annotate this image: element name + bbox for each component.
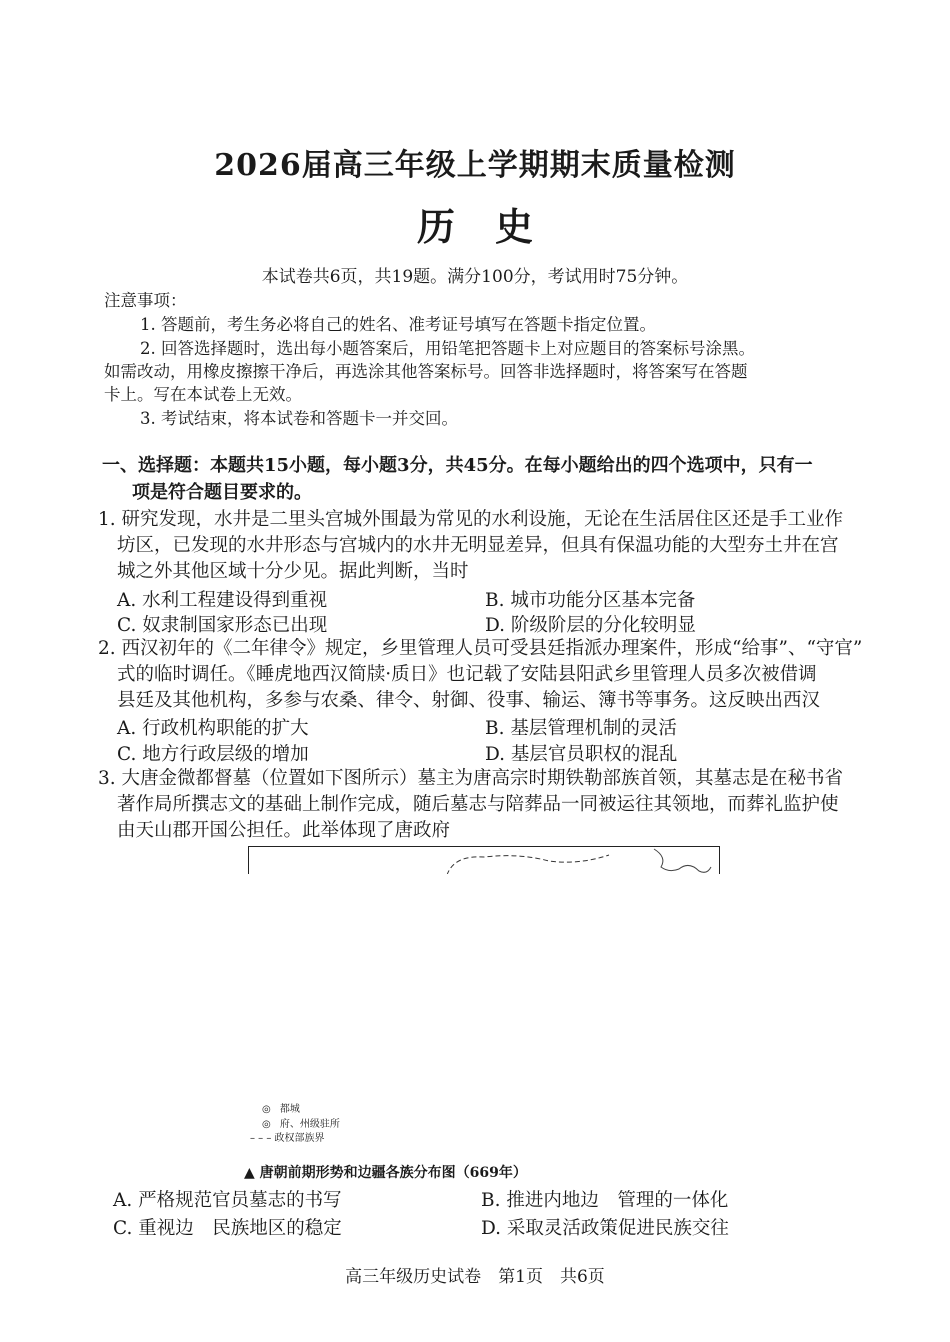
exam-info: 本试卷共6页，共19题。满分100分，考试用时75分钟。 [261, 267, 689, 287]
notes-item-3: 3. 考试结束，将本试卷和答题卡一并交回。 [140, 409, 458, 428]
notes-item-1: 1. 答题前，考生务必将自己的姓名、准考证号填写在答题卡指定位置。 [140, 315, 656, 334]
question-3-line-2: 著作局所撰志文的基础上制作完成，随后墓志与陪葬品一同被运往其领地，而葬礼监护使 [117, 794, 839, 815]
question-1-option-a: A. 水利工程建设得到重视 [117, 590, 328, 611]
notes-item-2-line-1: 2. 回答选择题时，选出每小题答案后，用铅笔把答题卡上对应题目的答案标号涂黑。 [140, 339, 755, 358]
question-3-option-a: A. 严格规范官员墓志的书写 [113, 1190, 342, 1211]
question-1-line-3: 城之外其他区域十分少见。据此判断，当时 [117, 561, 469, 582]
capital-symbol-icon: ◎ [262, 1104, 271, 1115]
question-1-option-c: C. 奴隶制国家形态已出现 [117, 615, 328, 636]
question-3-line-1: 3. 大唐金微都督墓（位置如下图所示）墓主为唐高宗时期铁勒部族首领，其墓志是在秘书省 [98, 768, 844, 789]
legend-prefecture [262, 1117, 340, 1132]
question-3-line-3: 由天山郡开国公担任。此举体现了唐政府 [117, 820, 451, 841]
section-heading-line-1: 一、选择题：本题共15小题，每小题3分，共45分。在每小题给出的四个选项中，只有一 [102, 455, 813, 476]
boundary-dash-icon: – – – [250, 1133, 272, 1144]
question-2-option-a: A. 行政机构职能的扩大 [117, 718, 309, 739]
question-3-option-c: C. 重视边 民族地区的稳定 [113, 1218, 342, 1239]
question-3-option-d: D. 采取灵活政策促进民族交往 [481, 1218, 729, 1239]
map-blank-area [105, 874, 735, 1102]
legend-boundary-label: 政权部族界 [274, 1133, 325, 1144]
question-1-option-b: B. 城市功能分区基本完备 [485, 590, 696, 611]
legend-capital [262, 1102, 300, 1117]
tang-map-frame [248, 846, 720, 875]
section-heading-line-2: 项是符合题目要求的。 [132, 482, 312, 503]
legend-boundary [250, 1131, 325, 1146]
map-top-strip [249, 847, 719, 877]
question-2-option-d: D. 基层官员职权的混乱 [485, 744, 678, 765]
question-2-option-b: B. 基层管理机制的灵活 [485, 718, 677, 739]
page-footer: 高三年级历史试卷 第1页 共6页 [345, 1267, 605, 1287]
exam-title: 2026届高三年级上学期期末质量检测 [214, 148, 736, 183]
subject-title: 历史 [416, 204, 573, 249]
question-1-line-2: 坊区，已发现的水井形态与宫城内的水井无明显差异，但具有保温功能的大型夯土井在宫 [117, 535, 839, 556]
map-coast-line [654, 849, 711, 872]
question-3-option-b: B. 推进内地边 管理的一体化 [481, 1190, 729, 1211]
question-2-line-1: 2. 西汉初年的《二年律令》规定，乡里管理人员可受县廷指派办理案件，形成“给事”、“守官” [98, 638, 863, 659]
prefecture-symbol-icon: ◎ [262, 1119, 271, 1130]
notes-item-2-line-3: 卡上。写在本试卷上无效。 [104, 385, 302, 404]
question-1-line-1: 1. 研究发现，水井是二里头宫城外围最为常见的水利设施，无论在生活居住区还是手工业作 [98, 509, 844, 530]
question-2-line-2: 式的临时调任。《睡虎地西汉简牍·质日》也记载了安陆县阳武乡里管理人员多次被借调 [117, 664, 817, 685]
question-1-option-d: D. 阶级阶层的分化较明显 [485, 615, 696, 636]
notes-heading: 注意事项： [104, 291, 187, 310]
question-2-option-c: C. 地方行政层级的增加 [117, 744, 309, 765]
notes-item-2-line-2: 如需改动，用橡皮擦擦干净后，再选涂其他答案标号。回答非选择题时，将答案写在答题 [104, 362, 748, 381]
map-caption: ▲ 唐朝前期形势和边疆各族分布图（669年） [244, 1165, 527, 1181]
map-boundary-line [447, 855, 609, 875]
question-2-line-3: 县廷及其他机构，多参与农桑、律令、射御、役事、输运、簿书等事务。这反映出西汉 [117, 690, 821, 711]
legend-capital-label: 都城 [279, 1104, 300, 1115]
legend-prefecture-label: 府、州级驻所 [279, 1119, 340, 1130]
